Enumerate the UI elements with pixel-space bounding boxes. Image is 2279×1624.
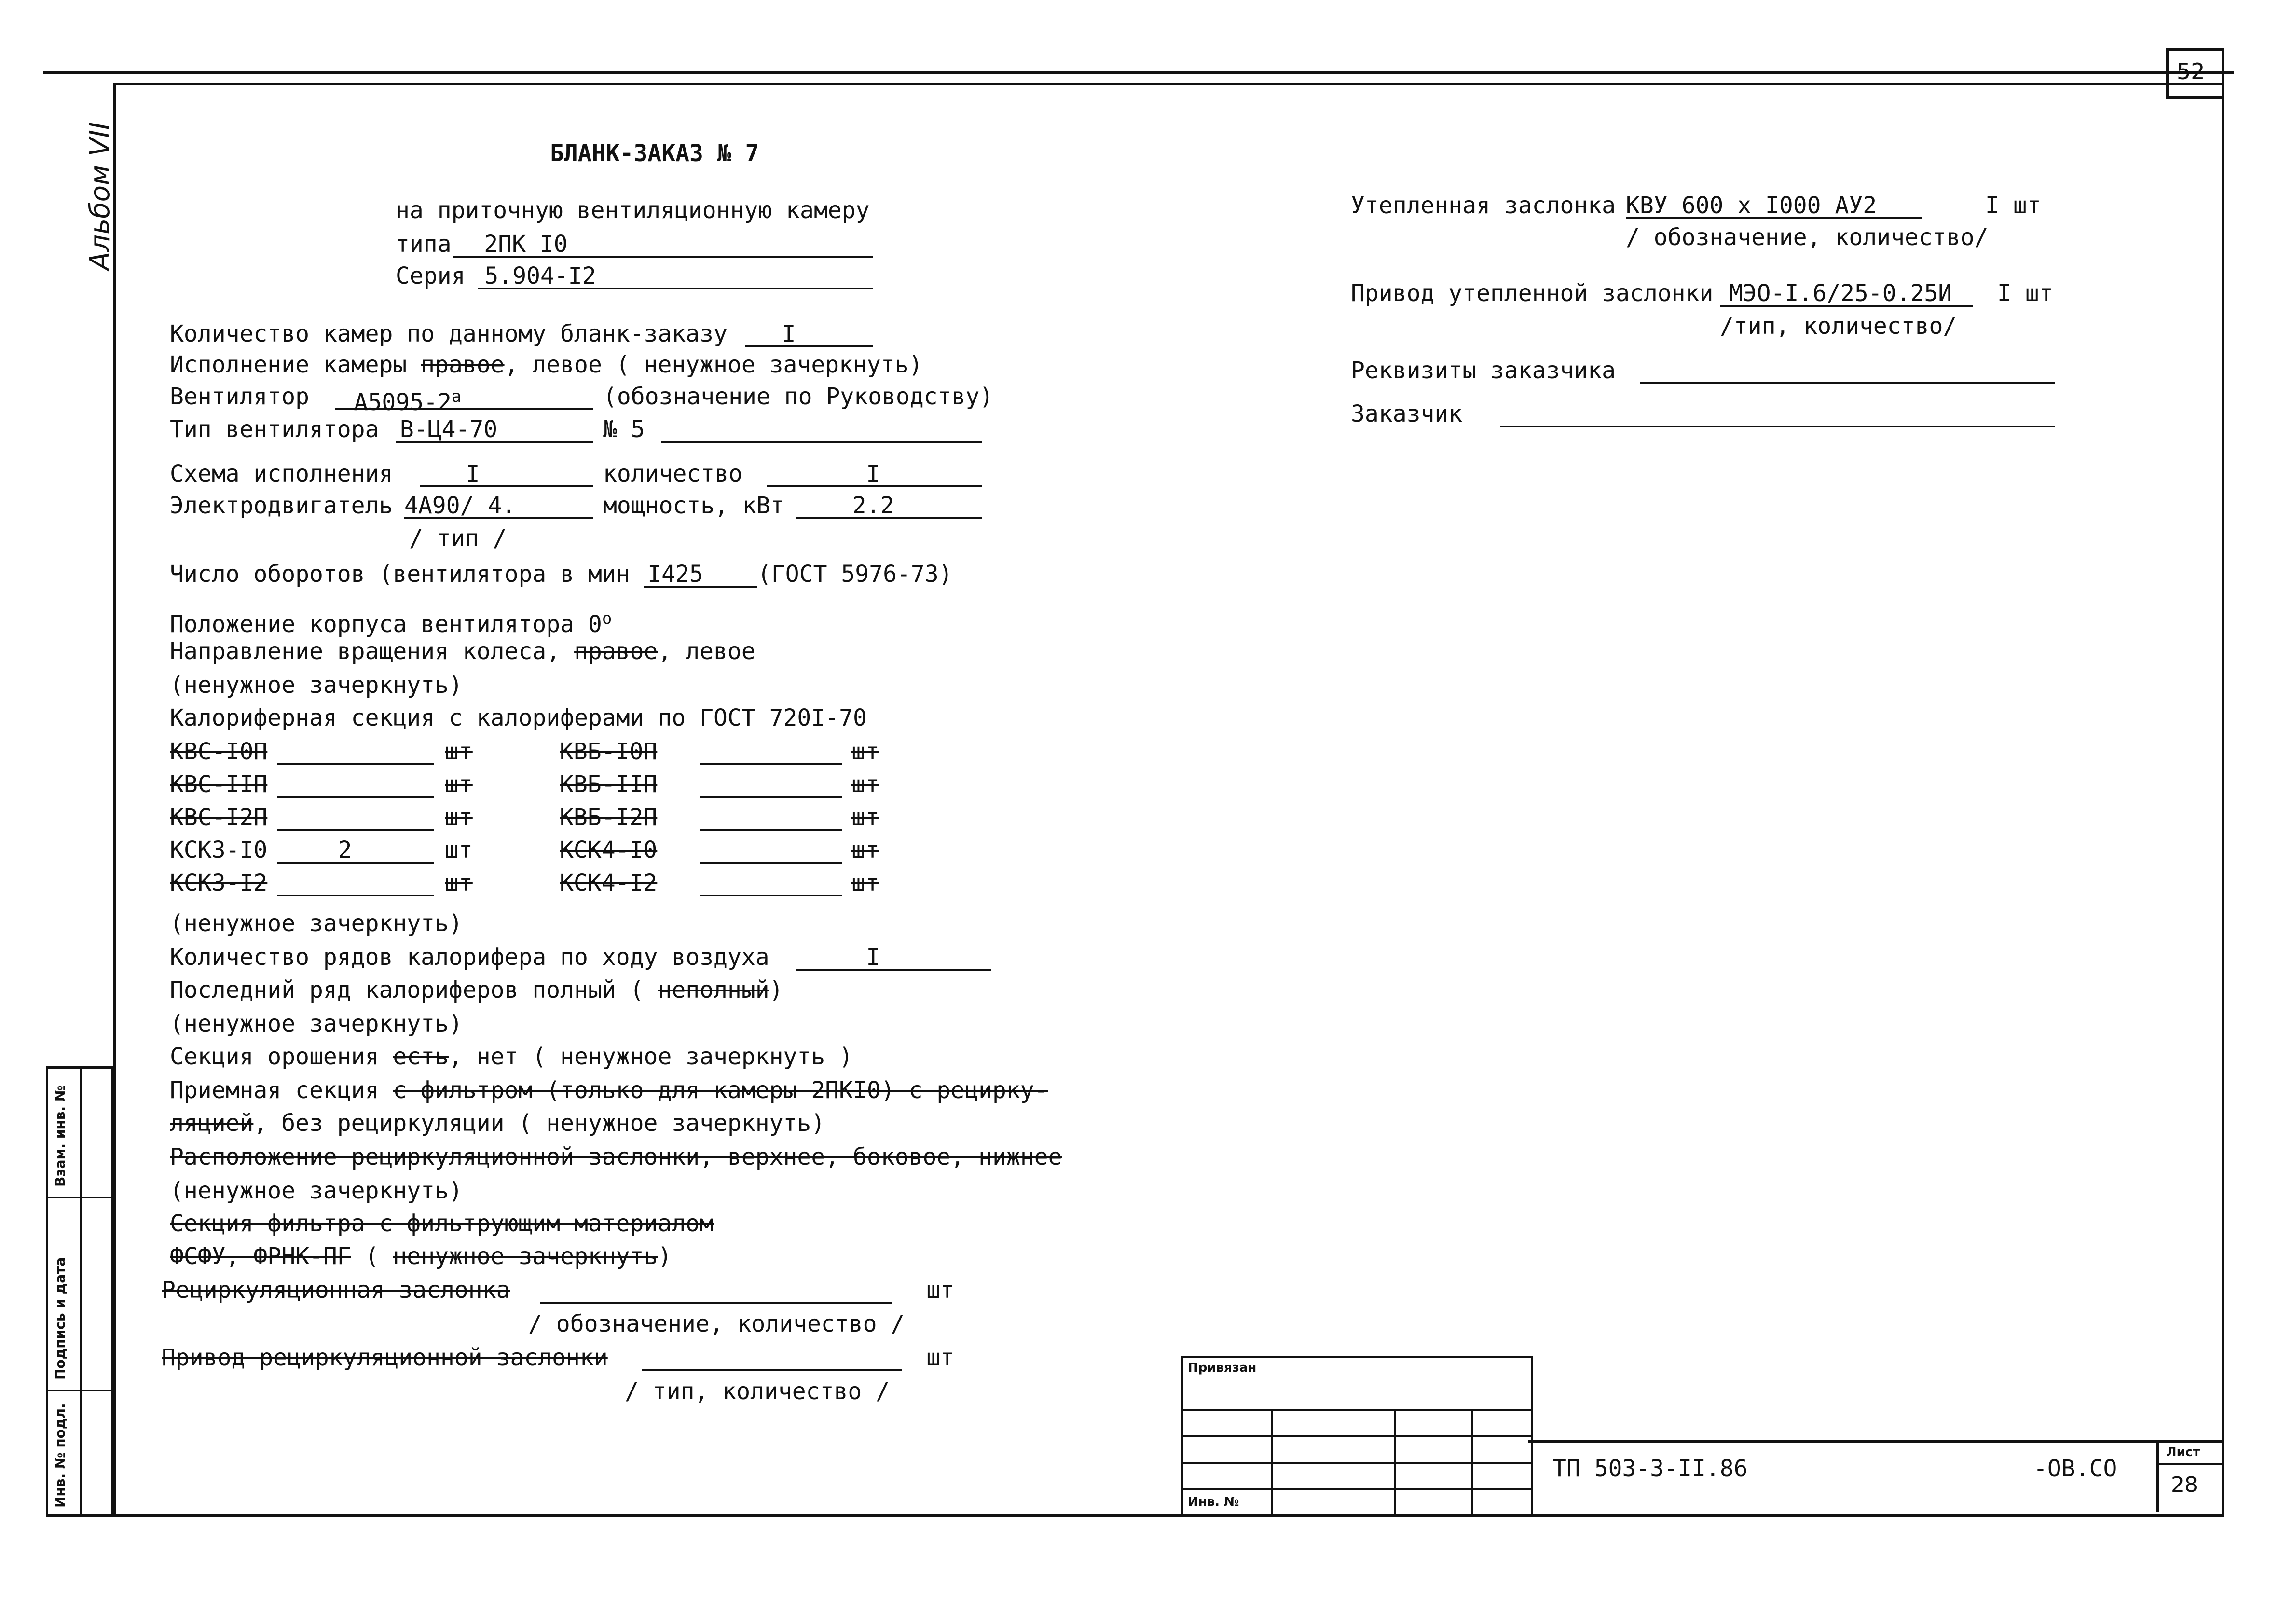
fantype-no: № 5	[603, 416, 645, 443]
recirc-damper: Рециркуляционная заслонка	[162, 1277, 510, 1304]
album-label: Альбом VII	[84, 122, 116, 270]
intake-line-2: ляцией, без рециркуляции ( ненужное зачеркнуть)	[170, 1110, 825, 1137]
heater-left-value: 2	[338, 837, 352, 864]
heater-right-name: КВБ-I0П	[560, 738, 658, 765]
top-rule	[43, 71, 2234, 74]
recirc-drive: Привод рециркуляционной заслонки	[162, 1344, 608, 1371]
heater-left-name: КСК3-I0	[170, 837, 268, 864]
heater-left-name: КВС-IIП	[170, 771, 268, 798]
recirc-pos: Расположение рециркуляционной заслонки, верхнее, боковое, нижнее	[170, 1143, 1062, 1170]
customer-field	[1500, 426, 2055, 427]
sheet-number: 52	[2177, 58, 2205, 84]
rpm-gost: (ГОСТ 5976-73)	[757, 561, 953, 588]
drive-note: /тип, количество/	[1720, 313, 1957, 340]
heater-right-name: КВБ-I2П	[560, 804, 658, 831]
rpm-label: Число оборотов (вентилятора в мин	[170, 561, 630, 588]
fan-note: (обозначение по Руководству)	[603, 383, 994, 410]
heater-label: Калориферная секция с калориферами по ГОСТ 720I-70	[170, 704, 867, 731]
heater-right-unit: шт	[851, 771, 879, 798]
rpm-value: I425	[647, 561, 703, 588]
pos-label: Положение корпуса вентилятора $0^о$	[170, 609, 612, 638]
scheme-value: I	[466, 460, 480, 487]
power-value: 2.2	[852, 492, 894, 519]
exec-line: Исполнение камеры правое, левое ( ненужное зачеркнуть)	[170, 351, 923, 378]
heater-right-name: КСК4-I2	[560, 869, 658, 896]
series-label: Серия	[396, 262, 466, 289]
heater-right-unit: шт	[851, 738, 879, 765]
heater-right-name: КВБ-IIП	[560, 771, 658, 798]
qty-value: I	[782, 320, 796, 347]
list-value: 28	[2171, 1473, 2198, 1497]
list-label: Лист	[2166, 1445, 2200, 1459]
strike-note-4: (ненужное зачеркнуть)	[170, 1177, 463, 1204]
motor-value: 4А90/ 4.	[404, 492, 516, 519]
type-note: / тип /	[409, 525, 507, 552]
heater-left-unit: шт	[445, 771, 473, 798]
heater-left-unit: шт	[445, 837, 473, 864]
side-vzam: Взам. инв. №	[52, 1085, 68, 1187]
recirc-drive-unit: шт	[926, 1344, 954, 1371]
heater-right-name: КСК4-I0	[560, 837, 658, 864]
irr-line: Секция орошения есть, нет ( ненужное зачеркнуть )	[170, 1043, 853, 1070]
strike-note-3: (ненужное зачеркнуть)	[170, 1010, 463, 1037]
heater-left-name: КВС-I2П	[170, 804, 268, 831]
last-line: Последний ряд калориферов полный ( неполный)	[170, 977, 783, 1004]
filter-line-1: Секция фильтра с фильтрующим материалом	[170, 1210, 714, 1237]
type-qty-note: / тип, количество /	[625, 1378, 890, 1405]
heater-left-unit: шт	[445, 869, 473, 896]
form-title: БЛАНК-ЗАКАЗ № 7	[550, 140, 759, 167]
drive-label: Привод утепленной заслонки	[1351, 280, 1714, 307]
heater-left-unit: шт	[445, 738, 473, 765]
heater-left-unit: шт	[445, 804, 473, 831]
type-value: 2ПК I0	[484, 231, 568, 258]
req-label: Реквизиты заказчика	[1351, 357, 1616, 384]
series-value: 5.904-I2	[484, 262, 596, 289]
heater-right-unit: шт	[851, 837, 879, 864]
damper-label: Утепленная заслонка	[1351, 192, 1616, 219]
damper-note: / обозначение, количество/	[1626, 224, 1989, 251]
customer-label: Заказчик	[1351, 400, 1463, 427]
doc-code: ТП 503-3-II.86	[1552, 1455, 1748, 1482]
req-field	[1640, 382, 2055, 384]
intake-line-1: Приемная секция с фильтром (только для камеры 2ПКI0) с рецирку-	[170, 1077, 1048, 1104]
drive-qty: I шт	[1997, 280, 2053, 307]
fan-label: Вентилятор	[170, 383, 309, 410]
heater-left-name: КВС-I0П	[170, 738, 268, 765]
exec-struck: правое	[421, 351, 505, 378]
heater-right-unit: шт	[851, 804, 879, 831]
doc-suffix: -ОВ.СО	[2033, 1455, 2117, 1482]
fantype-label: Тип вентилятора	[170, 416, 379, 443]
damper-value: КВУ 600 х I000 АУ2	[1626, 192, 1877, 219]
strike-note-2: (ненужное зачеркнуть)	[170, 910, 463, 937]
filter-line-2: ФСФУ, ФРНК-ПГ ( ненужное зачеркнуть)	[170, 1243, 672, 1270]
count-label: количество	[603, 460, 742, 487]
rot-struck: правое	[574, 638, 658, 665]
power-label: мощность, кВт	[603, 492, 784, 519]
irr-struck: есть	[393, 1043, 449, 1070]
stamp-inv-label: Инв. №	[1188, 1495, 1239, 1509]
rot-line: Направление вращения колеса, правое, левое	[170, 638, 755, 665]
fantype-value: В-Ц4-70	[399, 416, 498, 443]
drive-value: МЭО-I.6/25-0.25И	[1729, 280, 1952, 307]
fan-value: $А5095-2^а$	[354, 387, 462, 416]
rows-label: Количество рядов калорифера по ходу воздуха	[170, 944, 769, 971]
type-label: типа	[396, 231, 452, 258]
desig-qty-note: / обозначение, количество /	[528, 1310, 905, 1337]
stamp-privyazan-label: Привязан	[1188, 1361, 1257, 1375]
side-podpis: Подпись и дата	[52, 1257, 68, 1380]
count-value: I	[866, 460, 880, 487]
last-struck: неполный	[658, 977, 769, 1004]
scheme-label: Схема исполнения	[170, 460, 393, 487]
recirc-damper-unit: шт	[926, 1277, 954, 1304]
side-inv-podl: Инв. № подл.	[52, 1403, 68, 1508]
heater-left-name: КСК3-I2	[170, 869, 268, 896]
damper-qty: I шт	[1985, 192, 2041, 219]
subtitle: на приточную вентиляционную камеру	[396, 197, 870, 224]
strike-note-1: (ненужное зачеркнуть)	[170, 672, 463, 699]
heater-right-unit: шт	[851, 869, 879, 896]
motor-label: Электродвигатель	[170, 492, 393, 519]
rows-value: I	[866, 944, 880, 971]
qty-label: Количество камер по данному бланк-заказу	[170, 320, 728, 347]
